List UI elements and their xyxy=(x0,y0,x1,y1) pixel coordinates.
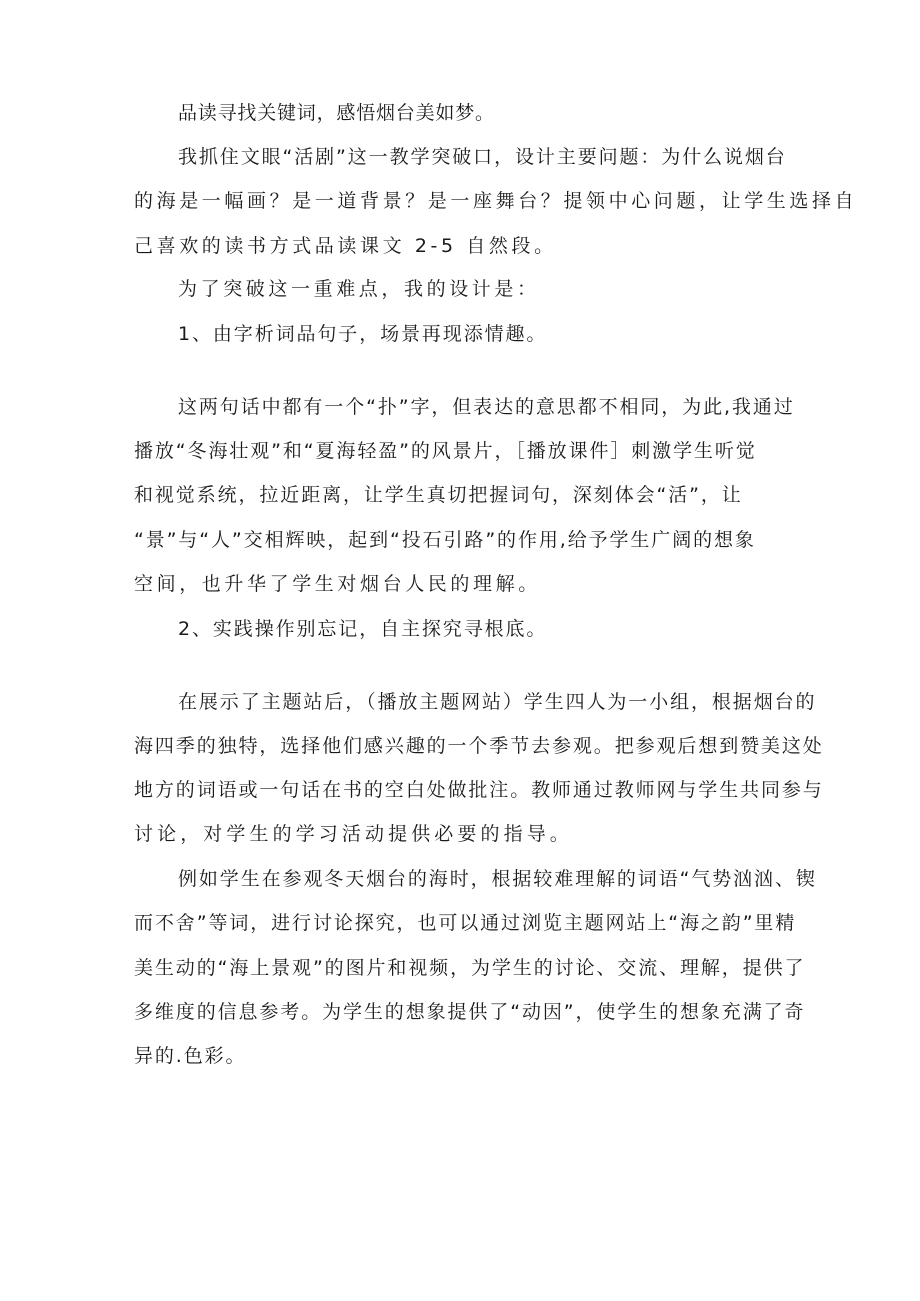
text-line: 例如学生在参观冬天烟台的海时，根据较难理解的词语“气势汹汹、锲 xyxy=(178,868,817,890)
text-line: 品读寻找关键词，感悟烟台美如梦。 xyxy=(178,102,495,124)
text-line: 我抓住文眼“活剧”这一教学突破口，设计主要问题：为什么说烟台 xyxy=(178,146,787,168)
text-line: 地方的词语或一句话在书的空白处做批注。教师通过教师网与学生共同参与 xyxy=(134,779,824,801)
text-line: 己喜欢的读书方式品读课文 2-5 自然段。 xyxy=(134,235,557,257)
text-line: 这两句话中都有一个“扑”字，但表达的意思都不相同，为此,我通过 xyxy=(178,396,795,418)
text-line: “景”与“人”交相辉映，起到“投石引路”的作用,给予学生广阔的想象 xyxy=(134,529,756,551)
text-line: 异的.色彩。 xyxy=(134,1045,247,1067)
text-line: 讨论，对学生的学习活动提供必要的指导。 xyxy=(134,823,573,845)
text-line: 海四季的独特，选择他们感兴趣的一个季节去参观。把参观后想到赞美这处 xyxy=(134,735,824,757)
text-line: 1、由字析词品句子，场景再现添情趣。 xyxy=(178,323,548,345)
text-line: 在展示了主题站后，（播放主题网站）学生四人为一小组，根据烟台的 xyxy=(178,691,817,713)
text-line: 的海是一幅画？是一道背景？是一座舞台？提领中心问题，让学生选择自 xyxy=(134,190,858,212)
text-line: 播放“冬海壮观”和“夏海轻盈”的风景片，［播放课件］刺激学生听觉 xyxy=(134,440,757,462)
text-line: 多维度的信息参考。为学生的想象提供了“动因”，使学生的想象充满了奇 xyxy=(134,1001,806,1023)
text-line: 而不舍”等词，进行讨论探究，也可以通过浏览主题网站上“海之韵”里精 xyxy=(134,912,797,934)
text-line: 2、实践操作别忘记，自主探究寻根底。 xyxy=(178,618,548,640)
text-line: 和视觉系统，拉近距离，让学生真切把握词句，深刻体会“活”，让 xyxy=(134,484,743,506)
text-line: 美生动的“海上景观”的图片和视频，为学生的讨论、交流、理解，提供了 xyxy=(134,957,806,979)
text-line: 为了突破这一重难点，我的设计是： xyxy=(178,278,540,300)
text-line: 空间，也升华了学生对烟台人民的理解。 xyxy=(134,573,541,595)
